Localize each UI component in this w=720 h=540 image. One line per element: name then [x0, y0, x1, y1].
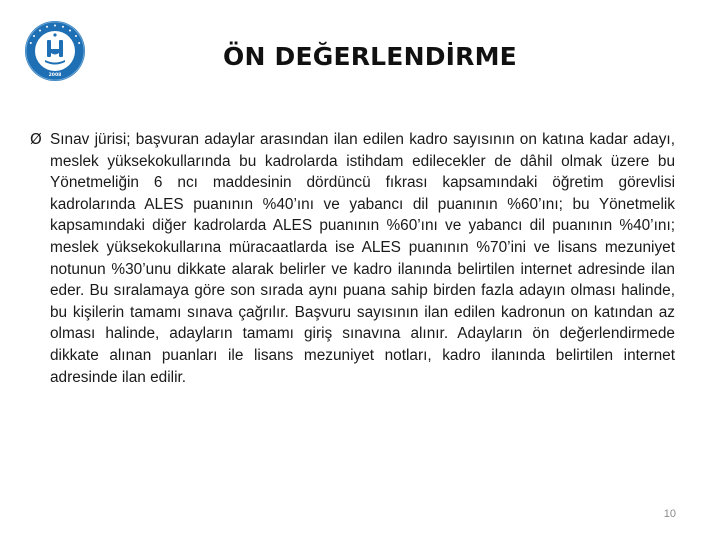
paragraph-text: Sınav jürisi; başvuran adaylar arasından ilan edilen kadro sayısının on katına kadar adayı, meslek yüksekokullarında bu kadrolarda istihdam edilecekler de dâhil olmak üzere bu Yönetmeliğin 6 ncı maddesinin dördüncü fıkrası kapsamındaki öğretim görevlisi kadrolarında ALES puanının %40’ını ve yabancı dil puanının %60’ını; bu Yönetmelik kapsamındaki diğer kadrolarda ALES puanının %60’ını ve yabancı dil puanının %40’ını; meslek yüksekokullarına müracaatlarda ise ALES puanının %70’ini ve lisans mezuniyet notunun %30’unu dikkate alarak belirler ve kadro ilanında belirtilen internet adresinde ilan eder. Bu sıralamaya göre son sırada aynı puana sahip birden fazla adayın olması halinde, bu kişilerin tamamı sınava çağrılır. Başvuru sayısının ilan edilen kadronun on katından az olması halinde, adayların tamamı giriş sınavına alınır. Adayların ön değerlendirmede dikkate alınan puanları ile lisans mezuniyet notları, kadro ilanında belirtilen internet adresinde ilan edilir.	[50, 131, 675, 386]
slide-title: ÖN DEĞERLENDİRME	[223, 42, 517, 71]
page-number: 10	[663, 508, 676, 520]
bullet-arrow-icon: Ø	[30, 130, 42, 148]
logo-year: 2008	[48, 73, 62, 78]
bullet-paragraph	[30, 129, 675, 388]
